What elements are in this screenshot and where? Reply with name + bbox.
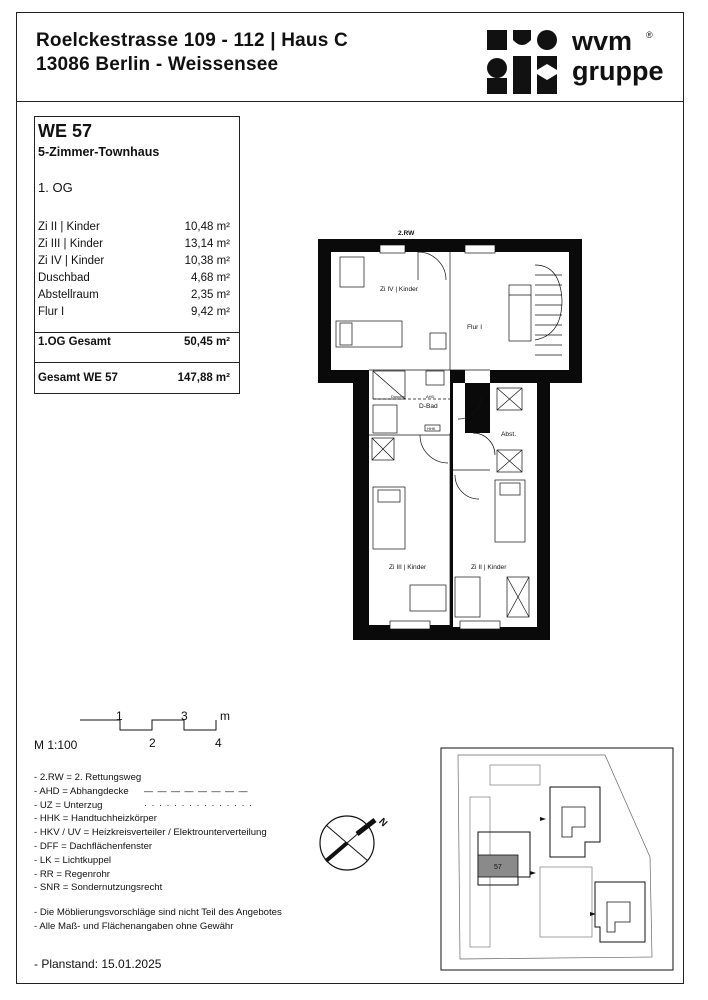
- room-name: Duschbad: [38, 272, 90, 284]
- legend-text: - DFF = Dachflächenfenster: [34, 840, 153, 852]
- plan-label-ahd: AHD: [426, 394, 435, 399]
- brand-registered-mark: ®: [646, 30, 653, 40]
- legend-text: - RR = Regenrohr: [34, 868, 110, 880]
- site-plan: [440, 747, 674, 971]
- scale-tick-4: 4: [215, 736, 222, 750]
- disclaimer-note: - Die Möblierungsvorschläge sind nicht Teil des Angebotes: [34, 907, 282, 918]
- legend-item: [34, 840, 334, 854]
- legend-item: [34, 868, 334, 882]
- room-area: 9,42 m²: [191, 306, 230, 318]
- room-row: [38, 253, 234, 270]
- unit-title: WE 57: [38, 121, 93, 141]
- legend-item: [34, 799, 334, 813]
- scale-tick-3: 3: [181, 709, 188, 723]
- floor-label: 1. OG: [38, 180, 73, 195]
- unit-total-label: Gesamt WE 57: [38, 372, 118, 384]
- floor-total-value: 50,45 m²: [183, 336, 230, 348]
- legend-item: [34, 771, 334, 785]
- plan-label-zi4: Zi IV | Kinder: [380, 286, 418, 293]
- room-row: [38, 270, 234, 287]
- plan-label-zi2: Zi II | Kinder: [471, 564, 507, 571]
- floor-total-label: 1.OG Gesamt: [38, 336, 111, 348]
- plan-date: - Planstand: 15.01.2025: [34, 957, 162, 971]
- legend-line-style: · · · · · · · · · · · · · · ·: [144, 799, 253, 810]
- unit-total-value: 147,88 m²: [177, 372, 230, 384]
- legend-text: - SNR = Sondernutzungsrecht: [34, 882, 163, 894]
- floor-total-row: [38, 336, 230, 348]
- room-name: Abstellraum: [38, 289, 99, 301]
- scale-unit: m: [220, 709, 230, 723]
- unit-total-row: [38, 372, 230, 384]
- scale-tick-1: 1: [116, 709, 123, 723]
- legend-item: [34, 812, 334, 826]
- room-row: [38, 219, 234, 236]
- floor-plan: [300, 225, 600, 645]
- room-row: [38, 236, 234, 253]
- legend-item: [34, 881, 334, 895]
- room-area: 2,35 m²: [191, 289, 230, 301]
- scale-tick-2: 2: [149, 736, 156, 750]
- compass-n-label: N: [376, 816, 390, 830]
- plan-label-flur: Flur I: [467, 324, 483, 331]
- address-line-1: Roelckestrasse 109 - 112 | Haus C: [36, 30, 348, 51]
- legend-text: - HHK = Handtuchheizkörper: [34, 813, 157, 825]
- room-area: 4,68 m²: [191, 272, 230, 284]
- room-row: [38, 287, 234, 304]
- room-area: 10,48 m²: [184, 221, 230, 233]
- room-area: 10,38 m²: [184, 255, 230, 267]
- room-row: [38, 304, 234, 321]
- legend-item: [34, 826, 334, 840]
- plan-label-dusche: Dusche: [391, 394, 405, 399]
- total-divider: [34, 362, 240, 363]
- legend-text: - UZ = Unterzug: [34, 799, 103, 811]
- room-area-list: [38, 219, 234, 321]
- plan-label-zi3: Zi III | Kinder: [389, 564, 427, 571]
- legend: [34, 771, 334, 895]
- room-area: 13,14 m²: [184, 238, 230, 250]
- room-name: Zi IV | Kinder: [38, 255, 105, 267]
- legend-line-style: — — — — — — — —: [144, 785, 249, 796]
- legend-text: - AHD = Abhangdecke: [34, 785, 129, 797]
- wvm-logo-icon: [487, 30, 557, 94]
- legend-text: - 2.RW = 2. Rettungsweg: [34, 772, 142, 783]
- scale-ratio: M 1:100: [34, 738, 78, 752]
- legend-item: [34, 854, 334, 868]
- unit-subtitle: 5-Zimmer-Townhaus: [38, 145, 160, 159]
- disclaimer-note: - Alle Maß- und Flächenangaben ohne Gewähr: [34, 920, 234, 932]
- brand-name-top: wvm: [572, 26, 633, 56]
- room-name: Flur I: [38, 306, 65, 318]
- plan-label-dbad: D-Bad: [419, 403, 438, 410]
- plan-label-rw: 2.RW: [398, 230, 415, 237]
- room-name: Zi II | Kinder: [38, 221, 100, 233]
- legend-item: [34, 785, 334, 799]
- brand-name-bottom: gruppe: [572, 56, 664, 86]
- disclaimer-notes: [34, 906, 282, 933]
- plan-label-hhk: HHK: [427, 426, 436, 431]
- plan-label-abst: Abst.: [501, 431, 517, 438]
- compass-north-icon: [312, 808, 402, 878]
- header-divider: [16, 101, 684, 102]
- address-line-2: 13086 Berlin - Weissensee: [36, 54, 279, 75]
- room-name: Zi III | Kinder: [38, 238, 103, 250]
- subtotal-divider: [34, 332, 240, 333]
- legend-text: - HKV / UV = Heizkreisverteiler / Elektrounterverteilung: [34, 827, 267, 839]
- site-unit-label: 57: [494, 864, 502, 871]
- legend-text: - LK = Lichtkuppel: [34, 854, 112, 866]
